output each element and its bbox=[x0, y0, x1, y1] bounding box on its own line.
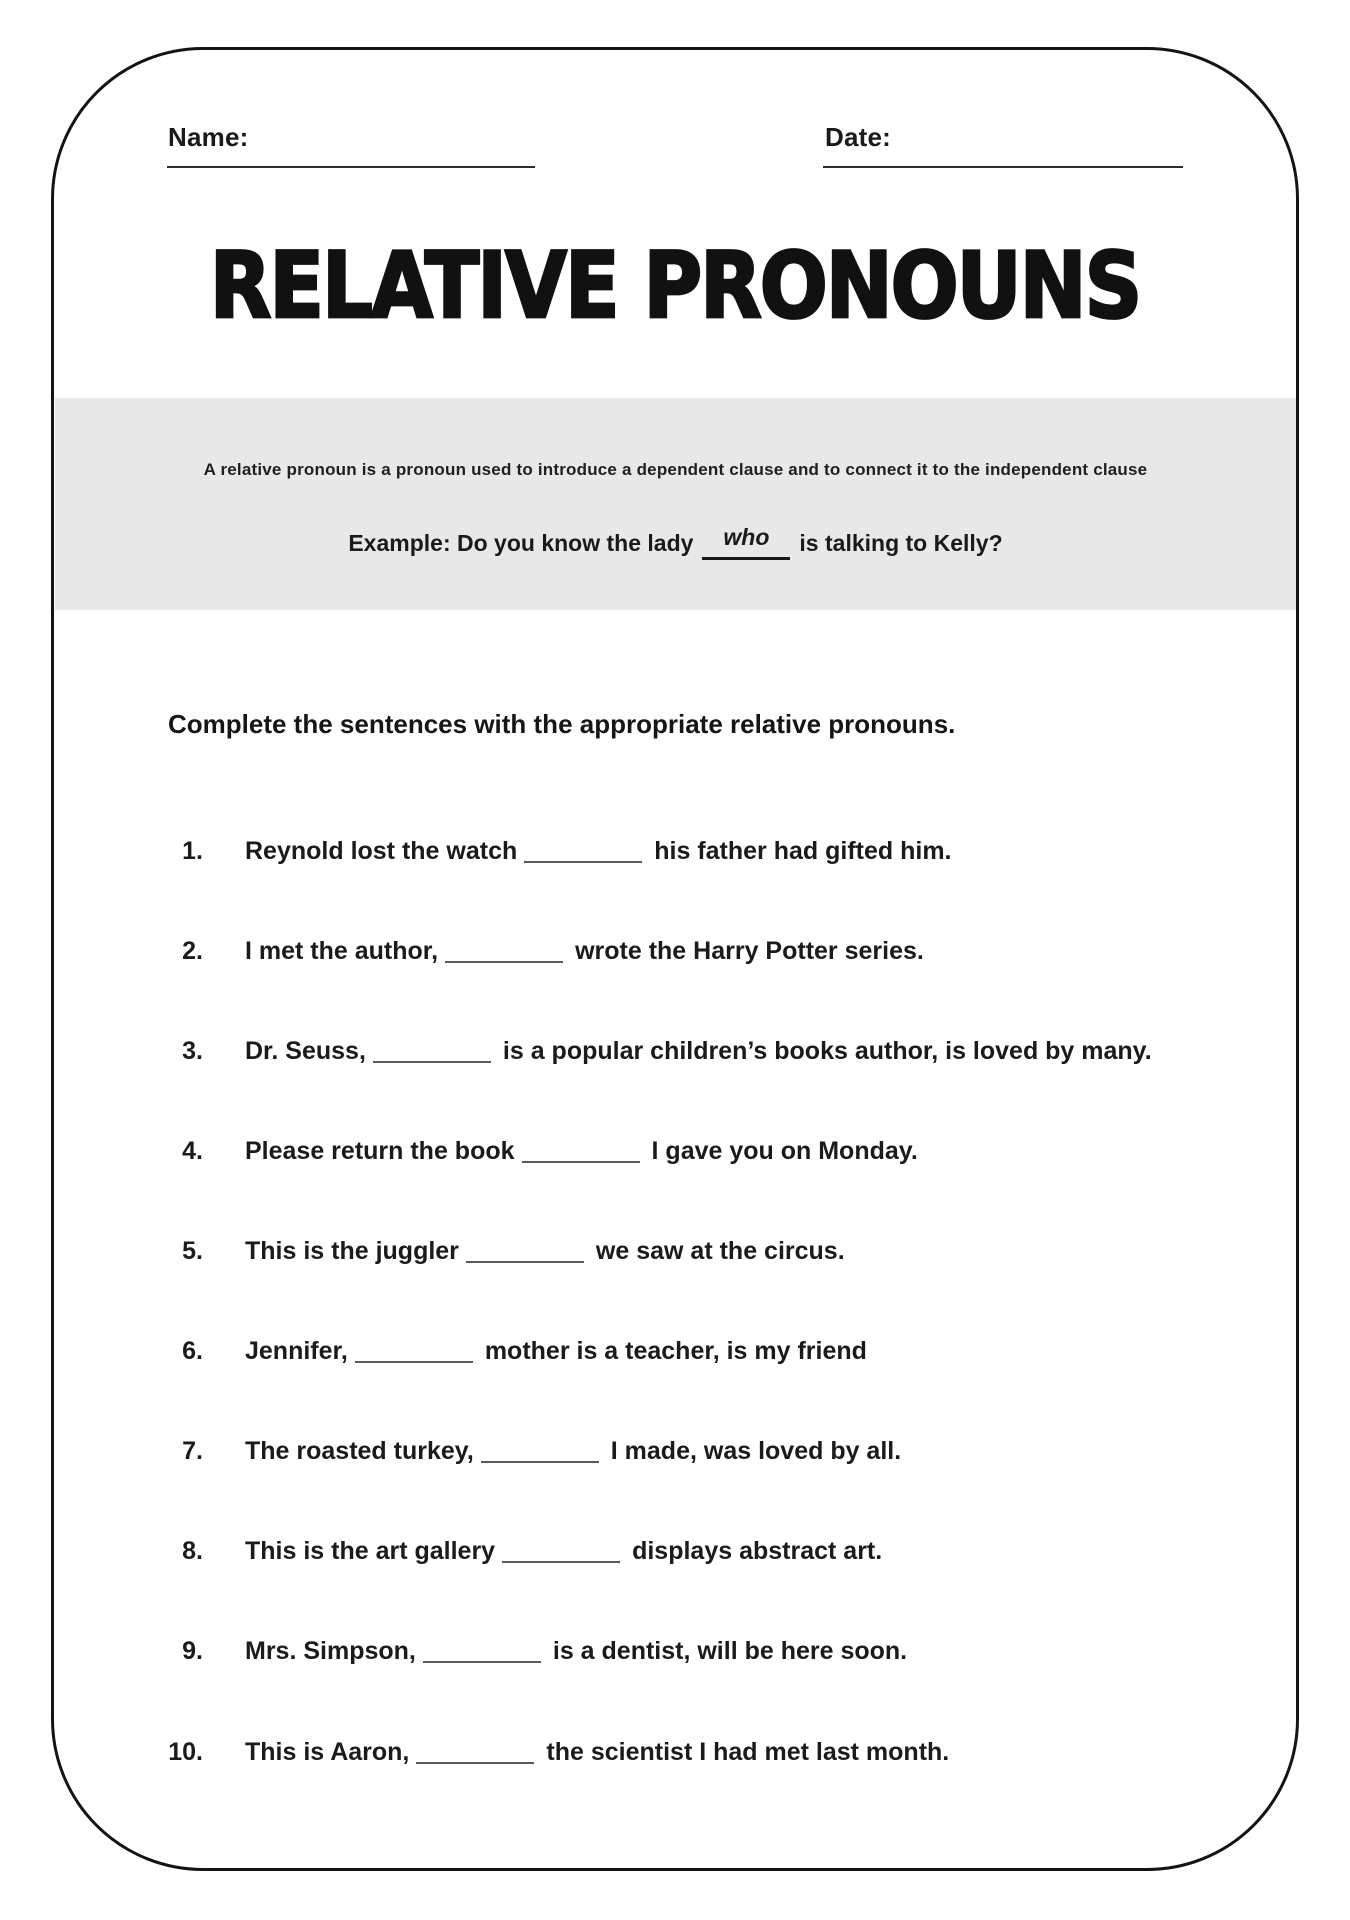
page-title: RELATIVE PRONOUNS bbox=[209, 232, 1141, 339]
item-number: 5. bbox=[182, 1237, 203, 1265]
worksheet-item bbox=[140, 1237, 1300, 1266]
item-text-post: his father had gifted him. bbox=[654, 837, 952, 865]
item-number: 9. bbox=[182, 1637, 203, 1665]
worksheet-item bbox=[140, 1137, 1300, 1166]
answer-blank[interactable] bbox=[355, 1359, 473, 1363]
item-text-post: I gave you on Monday. bbox=[651, 1137, 918, 1165]
item-text-pre: This is the juggler bbox=[245, 1237, 459, 1265]
item-text-post: I made, was loved by all. bbox=[610, 1437, 902, 1465]
worksheet-item bbox=[140, 1037, 1300, 1066]
item-number: 1. bbox=[182, 837, 203, 865]
date-label: Date: bbox=[825, 122, 892, 152]
example-answer: who bbox=[723, 524, 770, 550]
worksheet-item bbox=[140, 1437, 1300, 1466]
item-text-post: the scientist I had met last month. bbox=[546, 1738, 950, 1766]
example-prefix: Example: Do you know the lady bbox=[348, 530, 694, 556]
item-text bbox=[245, 1437, 901, 1466]
worksheet-item bbox=[140, 1637, 1300, 1666]
item-text-post: is a dentist, will be here soon. bbox=[552, 1637, 908, 1665]
item-number: 7. bbox=[182, 1437, 203, 1465]
answer-blank[interactable] bbox=[466, 1259, 584, 1263]
item-text-pre: This is the art gallery bbox=[245, 1537, 496, 1565]
worksheet-item bbox=[140, 1337, 1300, 1366]
item-text-pre: Please return the book bbox=[245, 1137, 515, 1165]
worksheet-item bbox=[140, 1537, 1300, 1566]
item-number: 4. bbox=[182, 1137, 203, 1165]
item-text bbox=[245, 937, 924, 966]
worksheet-item bbox=[140, 1738, 1300, 1767]
item-text bbox=[245, 837, 952, 866]
worksheet-item bbox=[140, 937, 1300, 966]
item-text bbox=[245, 1137, 918, 1166]
item-text bbox=[245, 1637, 907, 1666]
name-label: Name: bbox=[168, 122, 249, 152]
item-text bbox=[245, 1037, 1152, 1066]
example-suffix: is talking to Kelly? bbox=[799, 530, 1003, 556]
item-text bbox=[245, 1738, 949, 1767]
definition-text: A relative pronoun is a pronoun used to introduce a dependent clause and to connect it to the independent clause bbox=[203, 460, 1148, 479]
instruction-text: Complete the sentences with the appropriate relative pronouns. bbox=[168, 709, 956, 739]
item-number: 2. bbox=[182, 937, 203, 965]
items-list bbox=[140, 0, 1300, 1920]
item-number: 6. bbox=[182, 1337, 203, 1365]
item-number: 8. bbox=[182, 1537, 203, 1565]
item-number: 3. bbox=[182, 1037, 203, 1065]
answer-blank[interactable] bbox=[445, 959, 563, 963]
item-text-pre: Reynold lost the watch bbox=[245, 837, 518, 865]
item-number: 10. bbox=[168, 1738, 203, 1766]
item-text-post: mother is a teacher, is my friend bbox=[484, 1337, 867, 1365]
answer-blank[interactable] bbox=[481, 1459, 599, 1463]
answer-blank[interactable] bbox=[373, 1059, 491, 1063]
item-text bbox=[245, 1337, 867, 1366]
answer-blank[interactable] bbox=[522, 1159, 640, 1163]
answer-blank[interactable] bbox=[423, 1659, 541, 1663]
worksheet-item bbox=[140, 837, 1300, 866]
answer-blank[interactable] bbox=[524, 859, 642, 863]
item-text-post: wrote the Harry Potter series. bbox=[575, 937, 924, 965]
answer-blank[interactable] bbox=[416, 1760, 534, 1764]
item-text-pre: Jennifer, bbox=[245, 1337, 348, 1365]
item-text-pre: The roasted turkey, bbox=[245, 1437, 474, 1465]
answer-blank[interactable] bbox=[502, 1559, 620, 1563]
item-text-pre: I met the author, bbox=[245, 937, 439, 965]
item-text bbox=[245, 1237, 845, 1266]
item-text-post: displays abstract art. bbox=[632, 1537, 883, 1565]
item-text-pre: Mrs. Simpson, bbox=[245, 1637, 416, 1665]
item-text-pre: Dr. Seuss, bbox=[245, 1037, 366, 1065]
item-text-post: is a popular children’s books author, is loved by many. bbox=[502, 1037, 1152, 1065]
item-text-pre: This is Aaron, bbox=[245, 1738, 410, 1766]
item-text bbox=[245, 1537, 882, 1566]
item-text-post: we saw at the circus. bbox=[595, 1237, 845, 1265]
